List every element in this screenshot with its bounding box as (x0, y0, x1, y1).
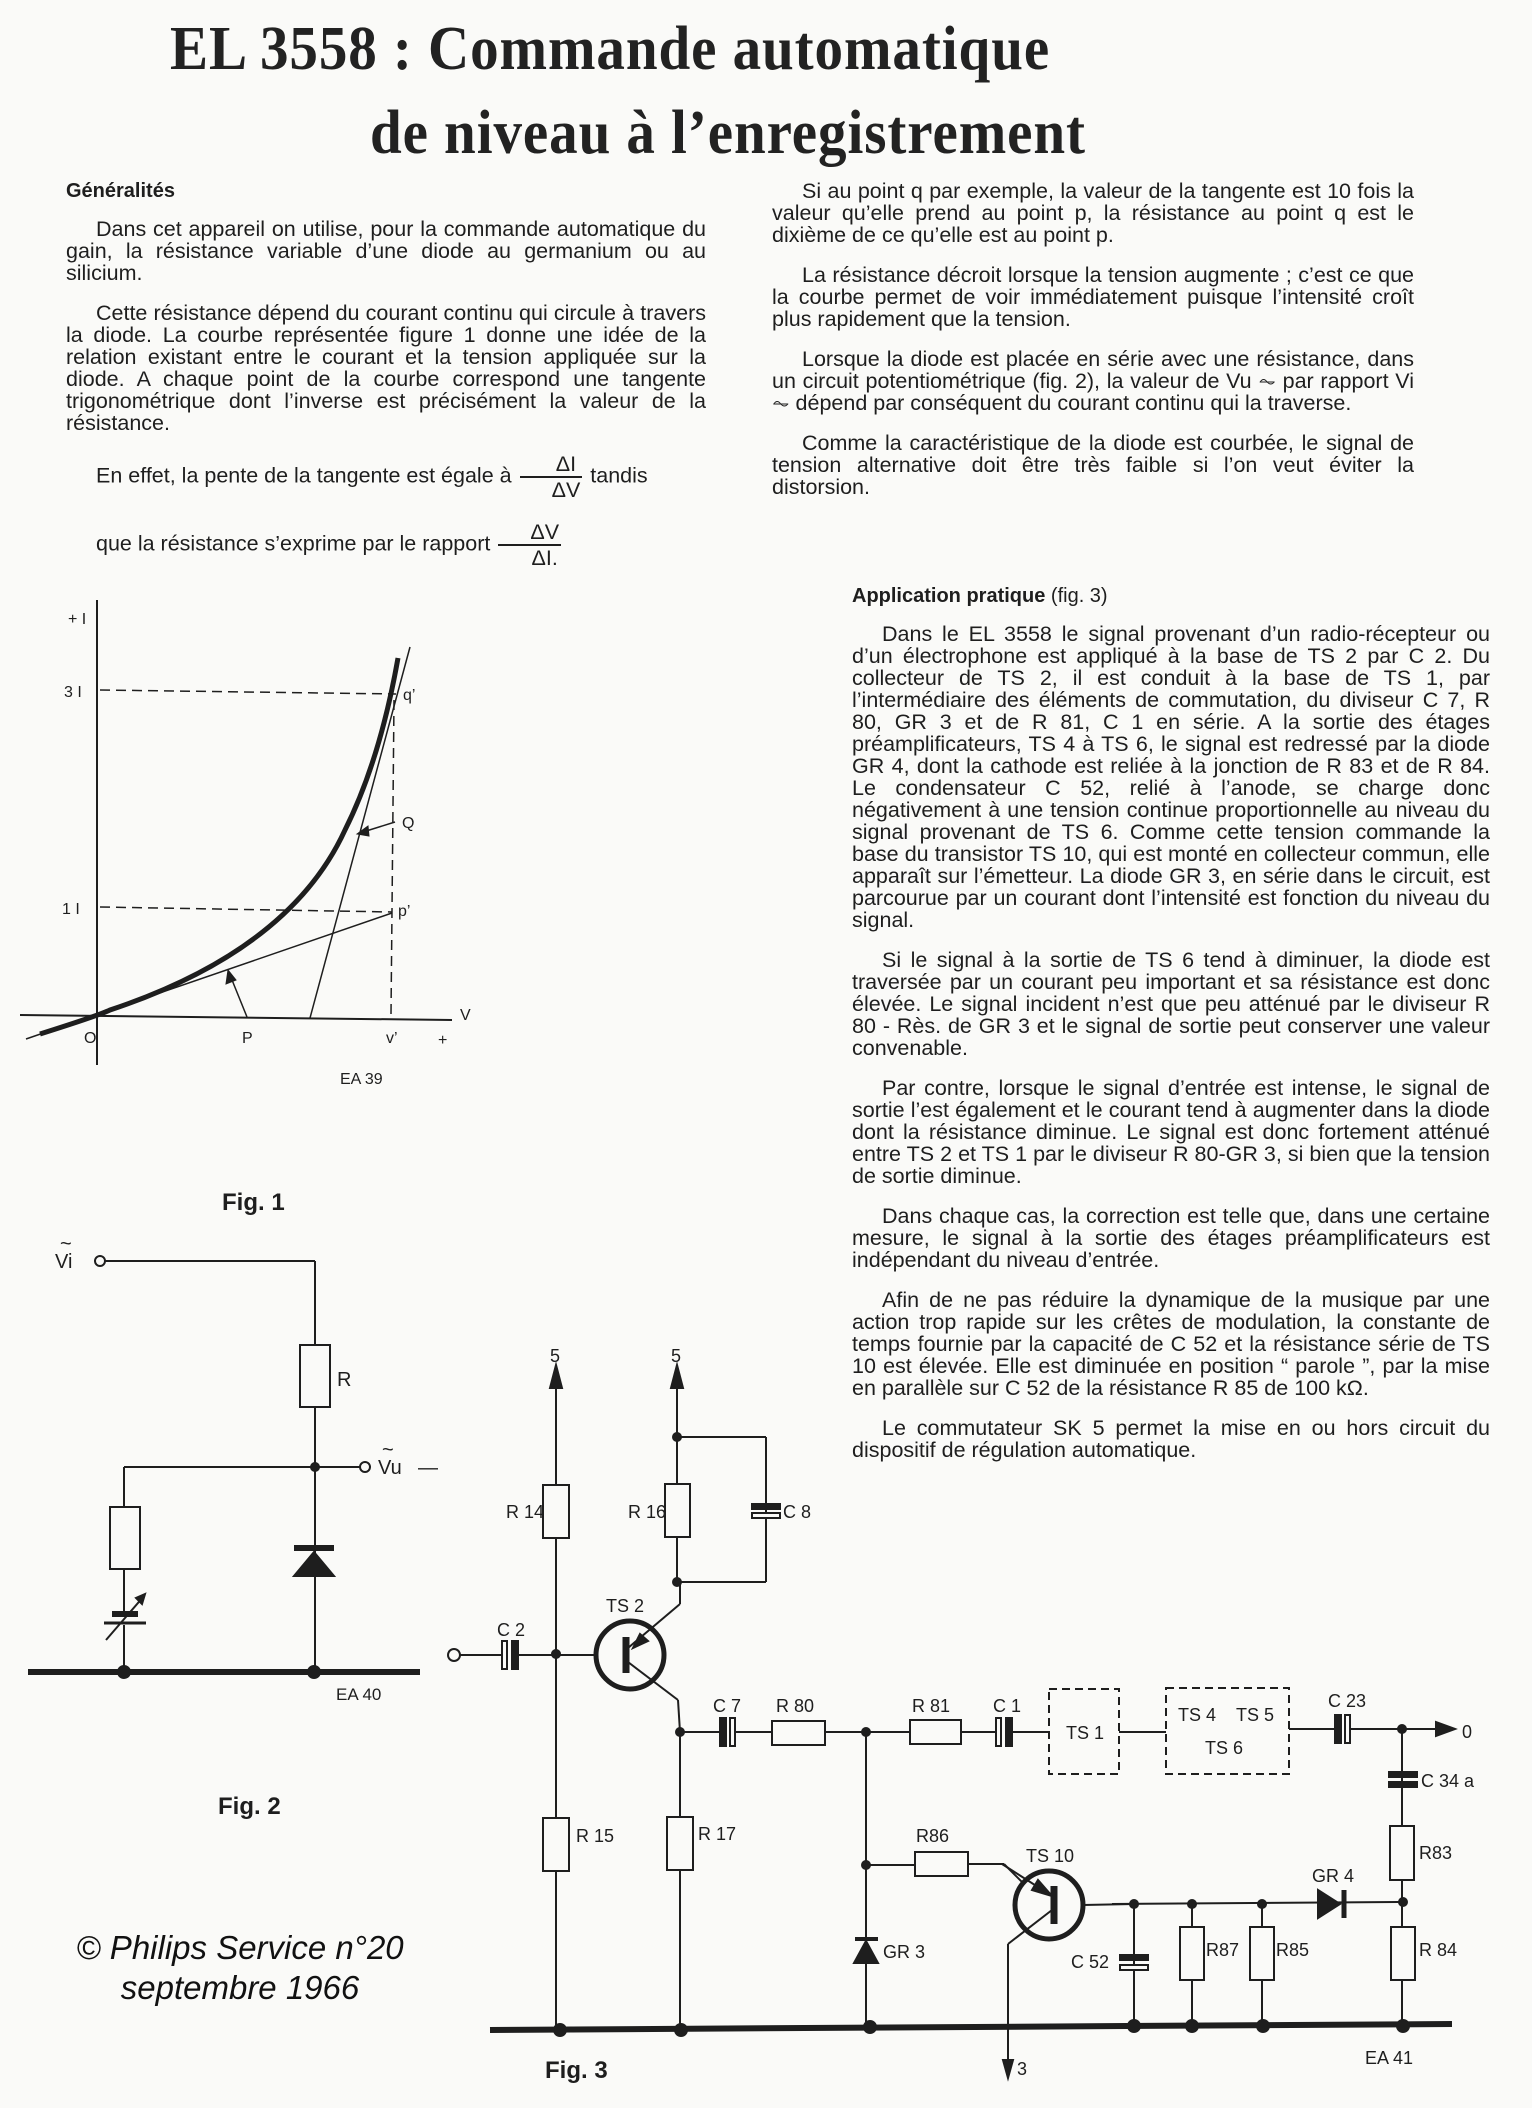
fig1-x-plus-label: + (438, 1032, 448, 1049)
fig2-node (311, 1463, 319, 1471)
paragraph: Dans le EL 3558 le signal provenant d’un radio-récepteur ou d’un électrophone est appliqué à la base de TS 2 par C 2. Du collecteur de TS 2, il est conduit à la base de TS 1, par l’intermédiaire des éléments de commutation, du diviseur C 7, R 80, GR 3 et de R 81, C 1 en série. A la sortie des étages préamplificateurs, TS 4 à TS 6, le signal est redressé par la diode GR 4, dont la cathode est reliée à la jonction de R 83 et de R 84. Le condensateur C 52, relié à l’anode, se charge donc négativement à une tension continue proportionnelle au niveau du signal provenant de TS 6. Comme cette tension commande la base du transistor TS 10, qui est monté en collecteur commun, elle apparaît sur l’émetteur. La diode GR 3, en série dans le circuit, est parcourue par un courant dont l’intensité est fonction du niveau du signal. (852, 622, 1490, 932)
fig3-c52-label: C 52 (1071, 1952, 1110, 1972)
fig3-c8-plate (752, 1504, 780, 1509)
fig3-r15 (543, 1818, 569, 1871)
heading-figure-ref: (fig. 3) (1050, 585, 1108, 607)
fig1-tick-1i: 1 I (62, 901, 80, 918)
fig1-ref: EA 39 (340, 1071, 383, 1088)
fig3-r16 (665, 1484, 690, 1537)
paragraph: Par contre, lorsque le signal d’entrée est intense, le signal de sortie l’est également et le courant tend à augmenter dans la diode dont la résistance diminue. Le signal est donc fortement atténué entre TS 2 et TS 1 par le diviseur R 80-GR 3, si bien que la tension de sortie diminue. (852, 1076, 1490, 1188)
fig3-ts10-label: TS 10 (1026, 1846, 1075, 1866)
fig1-dashed-1i (100, 907, 392, 912)
article-title-line-1: EL 3558 : Commande automatique (170, 15, 1051, 83)
fig3-c8-plate (752, 1513, 780, 1518)
fig3-c7-label: C 7 (713, 1696, 742, 1716)
fig1-y-axis-label: + I (68, 611, 87, 628)
fig3-gr4-triangle (1318, 1890, 1340, 1918)
fig3-r16-label: R 16 (628, 1502, 667, 1522)
section-heading-generalites: Généralités (66, 180, 175, 202)
fig3-ts4-label: TS 4 (1178, 1705, 1217, 1725)
fig3-c1-plate (996, 1718, 1001, 1746)
fig2-series-resistor (110, 1507, 140, 1569)
fig1-diode-curve (40, 658, 398, 1034)
paragraph: Afin de ne pas réduire la dynamique de la musique par une action trop rapide sur les crêtes de modulation, la constante de temps fournie par la capacité de C 52 et la résistance série de TS 10 est élevée. Elle est diminuée en position “ parole ”, par la mise en parallèle sur C 52 de la résistance R 85 de 100 kΩ. (852, 1288, 1490, 1400)
fig3-r17-label: R 17 (698, 1824, 737, 1844)
fig3-r86-label: R86 (916, 1826, 950, 1846)
fig1-caption: Fig. 1 (222, 1189, 285, 1216)
fig3-ts5-label: TS 5 (1236, 1705, 1275, 1725)
fig3-c2-label: C 2 (497, 1620, 526, 1640)
fig3-output-label: 0 (1462, 1722, 1473, 1742)
fig2-caption: Fig. 2 (218, 1793, 281, 1820)
paragraph: Si au point q par exemple, la valeur de la tangente est 10 fois la valeur qu’elle prend au point p, la résistance au point q est le dixième de ce qu’elle est au point p. (772, 179, 1414, 247)
fig3-ts6-label: TS 6 (1205, 1738, 1244, 1758)
fig3-r14 (543, 1485, 569, 1538)
fraction-numerator: ΔV (498, 520, 561, 546)
fig1-origin-label: O (84, 1030, 97, 1047)
paragraph: Si le signal à la sortie de TS 6 tend à diminuer, la diode est traversée par un courant peu important et sa résistance est donc élevée. Le signal incident n’est que peu atténué par le diviseur R 80 - Rès. de GR 3 et le signal de sortie peut conserver une valeur convenable. (852, 948, 1490, 1060)
fig3-supply-1-label: 5 (550, 1346, 561, 1366)
fig3-r81-label: R 81 (912, 1696, 951, 1716)
fig3-gr3-triangle (854, 1941, 878, 1963)
fig3-c52-plate (1120, 1965, 1148, 1970)
fig3-r87 (1180, 1927, 1204, 1980)
fig2-diode-triangle (294, 1552, 334, 1576)
fig3-c7-plate (730, 1718, 735, 1746)
fig3-gr4-label: GR 4 (1312, 1866, 1355, 1886)
fig3-emitter-arrow (1003, 2060, 1013, 2078)
fig1-point-q-label: q’ (403, 687, 416, 704)
figure-3 (448, 1365, 1458, 2078)
fig2-input-tilde: ~ (60, 1233, 72, 1255)
copyright-notice (30, 1928, 450, 2008)
fig3-c23-label: C 23 (1328, 1691, 1367, 1711)
fraction-numerator: ΔI (520, 452, 583, 478)
fig2-output-suffix: — (418, 1457, 438, 1479)
fig3-c1-label: C 1 (993, 1696, 1022, 1716)
fig3-gr3-label: GR 3 (883, 1942, 926, 1962)
fig3-c1-plate (1006, 1718, 1012, 1746)
fig2-resistor-r (300, 1345, 330, 1407)
fig2-input-terminal (95, 1256, 105, 1266)
fig1-dashed-vprime (391, 700, 394, 1015)
fig3-r83 (1390, 1826, 1414, 1880)
figure-2 (28, 1256, 420, 1678)
fig3-c34a-label: C 34 a (1421, 1771, 1475, 1791)
fig3-ts1-label: TS 1 (1066, 1723, 1105, 1743)
fig3-c7-plate (720, 1718, 726, 1746)
paragraph: Comme la caractéristique de la diode est courbée, le signal de tension alternative doit être très faible si l’on veut éviter la distorsion. (772, 431, 1414, 499)
fig3-supply-2-label: 5 (671, 1346, 682, 1366)
fig3-r84 (1391, 1927, 1415, 1980)
fig1-point-p-label: p’ (398, 903, 411, 920)
fig3-r14-label: R 14 (506, 1502, 545, 1522)
fig3-r80 (772, 1721, 825, 1745)
figure-1 (20, 600, 452, 1065)
fraction-denominator: ΔI. (531, 546, 558, 570)
formula-text: que la résistance s’exprime par le rapport (96, 531, 491, 556)
fig3-r80-label: R 80 (776, 1696, 815, 1716)
copyright-line-1: © Philips Service n°20 (76, 1929, 404, 1966)
fig3-supply-arrow (550, 1365, 562, 1388)
fig3-caption: Fig. 3 (545, 2057, 608, 2084)
formula-text: tandis (590, 463, 648, 488)
fig3-r83-label: R83 (1419, 1843, 1453, 1863)
fig3-r85 (1250, 1927, 1274, 1980)
fig3-ref: EA 41 (1365, 2048, 1414, 2068)
fig1-tangent-p (26, 913, 392, 1039)
fig3-c34a-plate (1389, 1782, 1417, 1787)
fig3-emitter-label: 3 (1017, 2059, 1028, 2079)
fig3-r87-label: R87 (1206, 1940, 1240, 1960)
fig3-c52-plate (1120, 1955, 1148, 1960)
fig3-ts4-ts6-block (1166, 1688, 1289, 1774)
fig3-c23-plate (1345, 1715, 1350, 1743)
fig3-r85-label: R85 (1276, 1940, 1310, 1960)
fig3-c2-plate (512, 1641, 518, 1669)
fig2-output-tilde: ~ (382, 1439, 394, 1461)
fig2-output-label: Vu (378, 1457, 402, 1479)
fig2-ref: EA 40 (336, 1685, 382, 1704)
paragraph: Dans cet appareil on utilise, pour la commande automatique du gain, la résistance variable d’une diode au germanium ou au silicium. (66, 217, 706, 285)
fig1-tangent-q-label: Q (402, 815, 415, 832)
fig3-ground-rail (490, 2024, 1452, 2030)
fraction-denominator: ΔV (551, 478, 581, 502)
paragraph: Cette résistance dépend du courant continu qui circule à travers la diode. La courbe représentée figure 1 donne une idée de la relation existant entre le courant et la tension appliquée sur la diode. A chaque point de la courbe correspond une tangente trigonométrique dont l’inverse est précisément la valeur de la résistance. (66, 301, 706, 435)
fig3-r81 (910, 1720, 961, 1744)
fig2-output-terminal (360, 1462, 370, 1472)
fig3-r15-label: R 15 (576, 1826, 615, 1846)
fig3-ts2-label: TS 2 (606, 1596, 645, 1616)
article-title-line-2: de niveau à l’enregistrement (370, 99, 1086, 167)
fig3-c34a-plate (1389, 1772, 1417, 1777)
fig3-output-arrow (1436, 1722, 1455, 1736)
fig3-c2-plate (502, 1641, 507, 1669)
fig3-ts2 (596, 1621, 664, 1689)
fig3-r17 (667, 1817, 693, 1870)
fig3-c23-plate (1335, 1715, 1341, 1743)
paragraph: La résistance décroit lorsque la tension augmente ; c’est ce que la courbe permet de voir immédiatement puisque l’intensité croît plus rapidement que la tension. (772, 263, 1414, 331)
fig1-tick-3i: 3 I (64, 684, 82, 701)
fig1-arrow-q-head (357, 826, 369, 836)
fig1-tangent-p-label: P (242, 1030, 253, 1047)
paragraph: Dans chaque cas, la correction est telle que, dans une certaine mesure, le signal à la sortie des étages préamplificateurs est indépendant du niveau d’entrée. (852, 1204, 1490, 1272)
formula-text: En effet, la pente de la tangente est égale à (96, 463, 512, 488)
paragraph: Lorsque la diode est placée en série avec une résistance, dans un circuit potentiométrique (fig. 2), la valeur de Vu ⏦ par rapport Vi ⏦ dépend par conséquent du courant continu qui la traverse. (772, 347, 1414, 415)
fig1-x-axis-label: V (460, 1007, 471, 1024)
fig2-input-label: Vi (55, 1251, 73, 1273)
fig3-r86 (915, 1852, 968, 1876)
fig3-ts10 (1015, 1871, 1083, 1939)
fig3-c8-label: C 8 (783, 1502, 812, 1522)
heading-text: Application pratique (852, 585, 1046, 607)
fig1-arrow-p-head (226, 970, 236, 984)
fig1-dashed-3i (100, 690, 396, 694)
fig3-supply-arrow (671, 1365, 683, 1388)
fig2-resistor-label: R (337, 1369, 352, 1391)
paragraph: Le commutateur SK 5 permet la mise en ou hors circuit du dispositif de régulation automatique. (852, 1416, 1490, 1462)
fig3-input-terminal (448, 1649, 460, 1661)
fig1-vprime-label: v’ (386, 1030, 398, 1047)
copyright-line-2: septembre 1966 (120, 1969, 360, 2006)
fig3-r84-label: R 84 (1419, 1940, 1458, 1960)
